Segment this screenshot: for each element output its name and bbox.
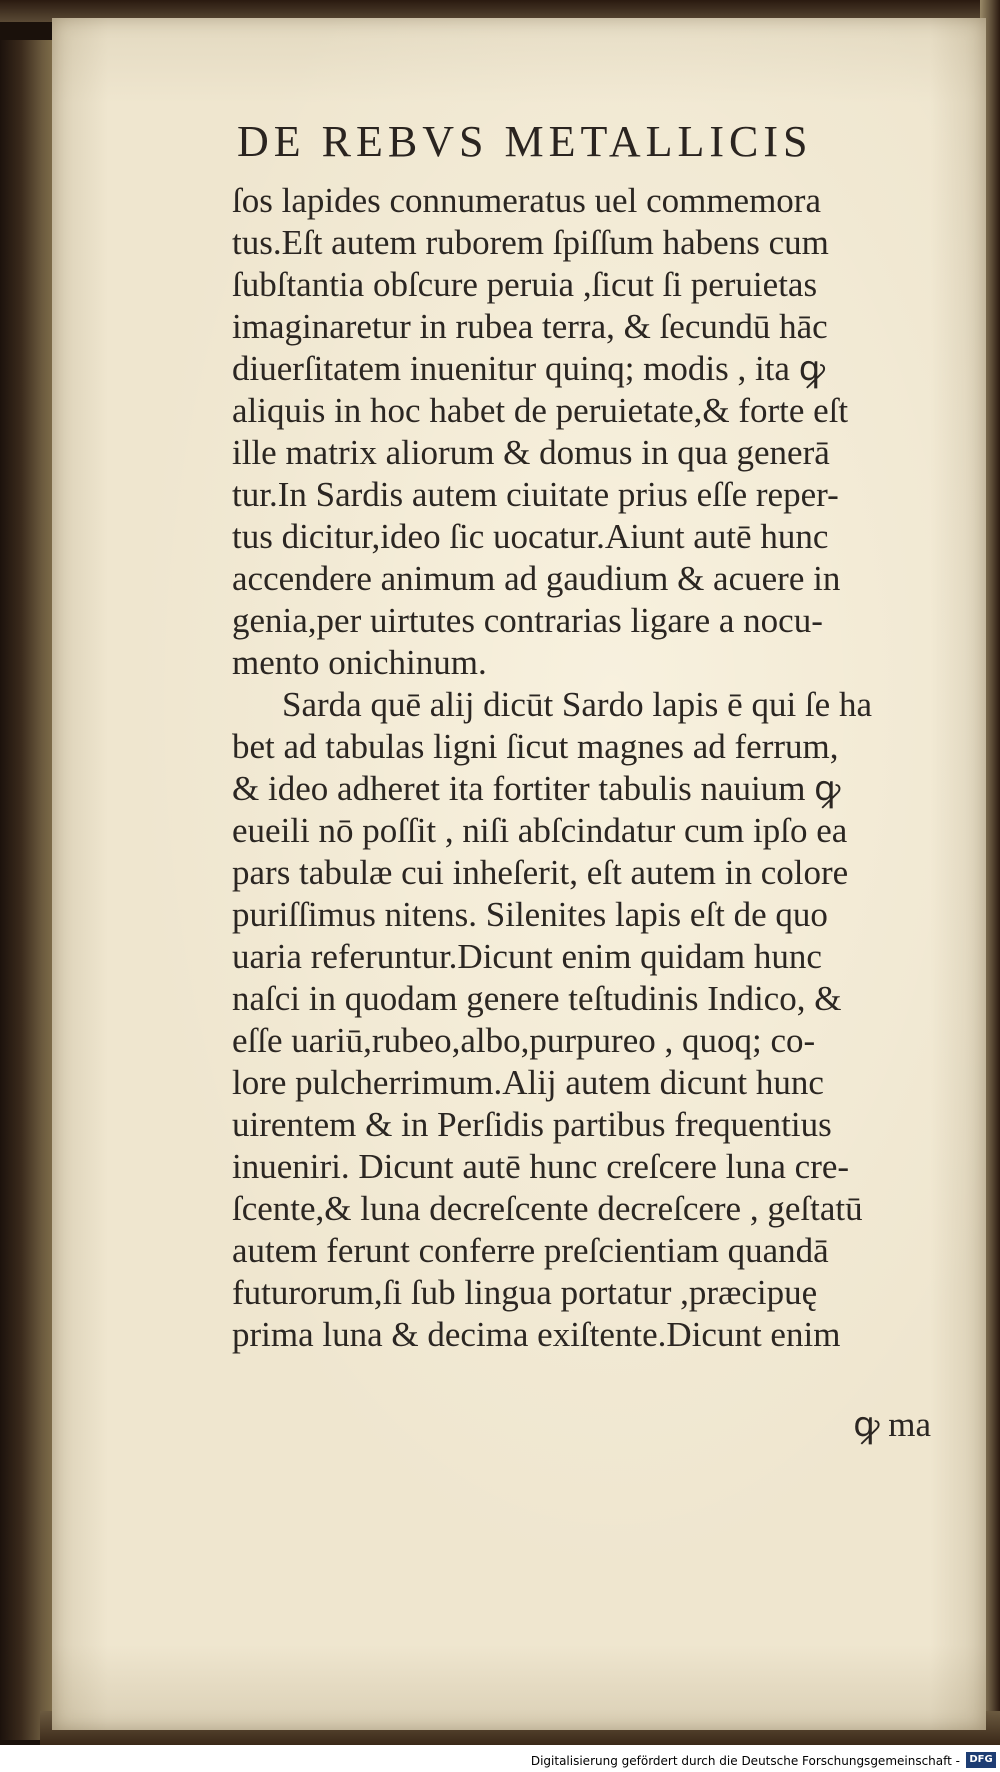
text-line: imaginaretur in rubea terra, & ſecundū hāc xyxy=(232,307,828,346)
text-line: puriſſimus nitens. Silenites lapis eſt de quo xyxy=(232,895,828,934)
text-line: ſos lapides connumeratus uel commemora xyxy=(232,181,822,220)
paper-page xyxy=(52,18,986,1730)
text-line: eſſe uariū,rubeo,albo,purpureo , quoq; co- xyxy=(232,1021,816,1060)
text-line: ſubſtantia obſcure peruia ,ſicut ſi peruietas xyxy=(232,265,818,304)
footer-credit: Digitalisierung gefördert durch die Deutsche Forschungsgemeinschaft - xyxy=(530,1754,960,1768)
text-line: tur.In Sardis autem ciuitate prius eſſe reper- xyxy=(232,475,839,514)
text-line: genia,per uirtutes contrarias ligare a nocu- xyxy=(232,601,823,640)
text-line: mento onichinum. xyxy=(232,643,487,682)
text-line: uaria referuntur.Dicunt enim quidam hunc xyxy=(232,937,822,976)
text-line: tus dicitur,ideo ſic uocatur.Aiunt autē hunc xyxy=(232,517,829,556)
digitization-footer xyxy=(0,1745,1000,1772)
text-line: diuerſitatem inuenitur quinq; modis , ita ꝙ xyxy=(232,349,826,388)
text-line: pars tabulæ cui inheſerit, eſt autem in colore xyxy=(232,853,849,892)
text-line: autem ferunt conferre preſcientiam quandā xyxy=(232,1231,829,1270)
dfg-logo-icon: DFG xyxy=(966,1752,996,1768)
catchword: ꝙ ma xyxy=(853,1405,931,1444)
text-line: inueniri. Dicunt autē hunc creſcere luna cre- xyxy=(232,1147,850,1186)
text-line: bet ad tabulas ligni ſicut magnes ad ferrum, xyxy=(232,727,839,766)
text-line: Sarda quē alij dicūt Sardo lapis ē qui ſe ha xyxy=(282,685,872,724)
text-line: eueili nō poſſit , niſi abſcindatur cum ipſo ea xyxy=(232,811,848,850)
text-line: ille matrix aliorum & domus in qua generā xyxy=(232,433,830,472)
text-line: aliquis in hoc habet de peruietate,& forte eſt xyxy=(232,391,849,430)
text-line: naſci in quodam genere teſtudinis Indico, & xyxy=(232,979,842,1018)
text-line: uirentem & in Perſidis partibus frequentius xyxy=(232,1105,832,1144)
text-line: futurorum,ſi ſub lingua portatur ,præcipuę xyxy=(232,1273,818,1312)
body-text xyxy=(232,180,1000,1356)
text-line: prima luna & decima exiſtente.Dicunt enim xyxy=(232,1315,841,1354)
book-binding-edge xyxy=(0,40,60,1740)
text-line: tus.Eſt autem ruborem ſpiſſum habens cum xyxy=(232,223,829,262)
text-line: lore pulcherrimum.Alij autem dicunt hunc xyxy=(232,1063,824,1102)
text-line: accendere animum ad gaudium & acuere in xyxy=(232,559,841,598)
text-line: & ideo adheret ita fortiter tabulis nauium ꝙ xyxy=(232,769,841,808)
running-head: DE REBVS METALLICIS xyxy=(237,117,813,166)
text-line: ſcente,& luna decreſcente decreſcere , geſtatū xyxy=(232,1189,863,1228)
